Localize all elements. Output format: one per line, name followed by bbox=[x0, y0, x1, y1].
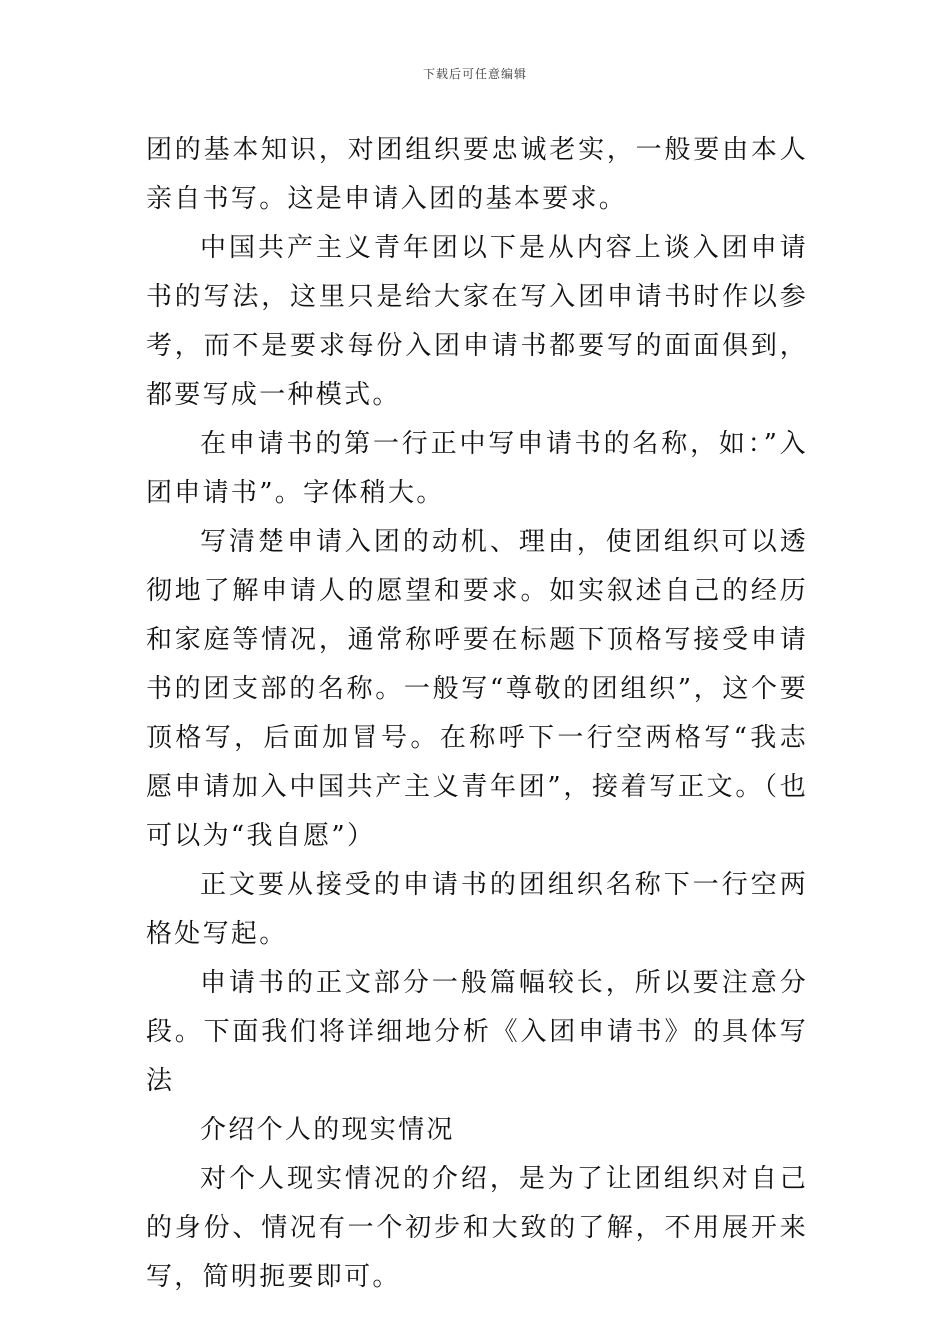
paragraph-title-instruction: 在申请书的第一行正中写申请书的名称，如：”入团申请书”。字体稍大。 bbox=[146, 429, 808, 508]
download-note: 下载后可任意编辑 bbox=[422, 67, 527, 81]
section-heading-personal-situation: 介绍个人的现实情况 bbox=[200, 1115, 455, 1145]
paragraph-body-start: 正文要从接受的申请书的团组织名称下一行空两格处写起。 bbox=[146, 870, 808, 949]
paragraph-motivation-and-salutation: 写清楚申请入团的动机、理由，使团组织可以透彻地了解申请人的愿望和要求。如实叙述自己的经历和家庭等情况，通常称呼要在标题下顶格写接受申请书的团支部的名称。一般写“尊敬的团组织”，这个要顶格写，后面加冒号。在称呼下一行空两格写“我志愿申请加入中国共产主义青年团”，接着写正文。（也可以为“我自愿”） bbox=[146, 527, 808, 851]
paragraph-body-structure: 申请书的正文部分一般篇幅较长，所以要注意分段。下面我们将详细地分析《入团申请书》的具体写法 bbox=[146, 968, 808, 1096]
paragraph-continuation: 团的基本知识，对团组织要忠诚老实，一般要由本人亲自书写。这是申请入团的基本要求。 bbox=[146, 135, 808, 214]
paragraph-writing-method-intro: 中国共产主义青年团以下是从内容上谈入团申请书的写法，这里只是给大家在写入团申请书时作以参考，而不是要求每份入团申请书都要写的面面俱到，都要写成一种模式。 bbox=[146, 233, 808, 410]
paragraph-personal-situation: 对个人现实情况的介绍，是为了让团组织对自己的身份、情况有一个初步和大致的了解，不用展开来写，简明扼要即可。 bbox=[146, 1164, 808, 1292]
document-body bbox=[146, 126, 808, 1302]
